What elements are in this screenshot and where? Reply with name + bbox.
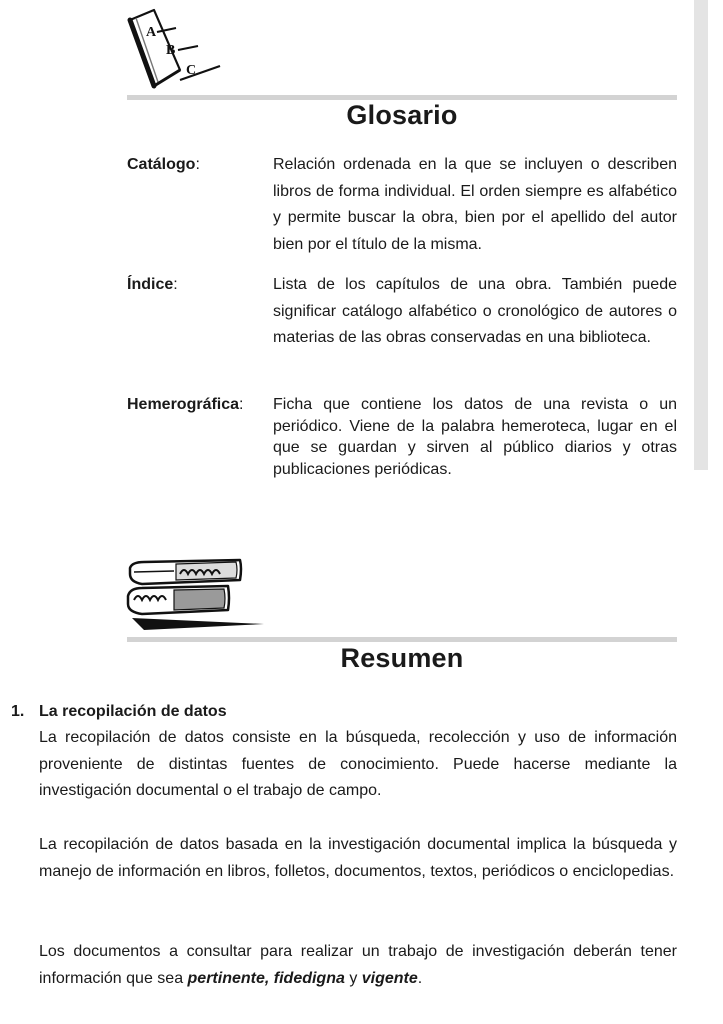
summary-divider [127,637,677,642]
summary-section-title: La recopilación de datos [39,703,227,720]
glossary-term-catalogo: Catálogo: [127,156,200,173]
abc-book-icon [124,6,224,96]
scrollbar[interactable] [694,0,708,470]
summary-paragraph: La recopilación de datos basada en la investigación documental implica la búsqueda y manejo de información en libros, folletos, documentos, textos, periódicos o enciclopedias. [39,836,677,880]
summary-paragraph: La recopilación de datos consiste en la búsqueda, recolección y uso de información proveniente de distintas fuentes de conocimiento. Puede hacerse mediante la investigación documental o el trabajo de campo. [39,729,677,799]
stacked-books-icon [124,558,272,636]
summary-title: Resumen [340,643,464,673]
svg-text:A: A [146,25,157,40]
emphasized-terms: pertinente, fidedigna [187,969,345,987]
emphasized-term: vigente [361,969,418,987]
glossary-title: Glosario [346,100,458,130]
glossary-term-hemerografica: Hemerográfica: [127,396,244,413]
summary-paragraph-last: Los documentos a consultar para realizar un trabajo de investigación deberán tener información que sea pertinente, fidedigna y vigente. [39,943,677,987]
svg-text:C: C [186,63,197,78]
svg-text:B: B [166,43,176,58]
summary-section-number: 1. [11,703,25,720]
glossary-definition-hemerografica: Ficha que contiene los datos de una revista o un periódico. Viene de la palabra hemeroteca, lugar en el que se guardan y sirven al público diarios y otras publicaciones periódicas. [273,396,677,478]
summary-section-heading [11,701,227,723]
glossary-definition-catalogo: Relación ordenada en la que se incluyen o describen libros de forma individual. El orden siempre es alfabético y permite buscar la obra, bien por el apellido del autor bien por el título de la misma. [273,156,677,253]
glossary-definition-indice: Lista de los capítulos de una obra. También puede significar catálogo alfabético o cronológico de autores o materias de las obras conservadas en una biblioteca. [273,276,677,346]
glossary-term-indice: Índice: [127,276,178,293]
